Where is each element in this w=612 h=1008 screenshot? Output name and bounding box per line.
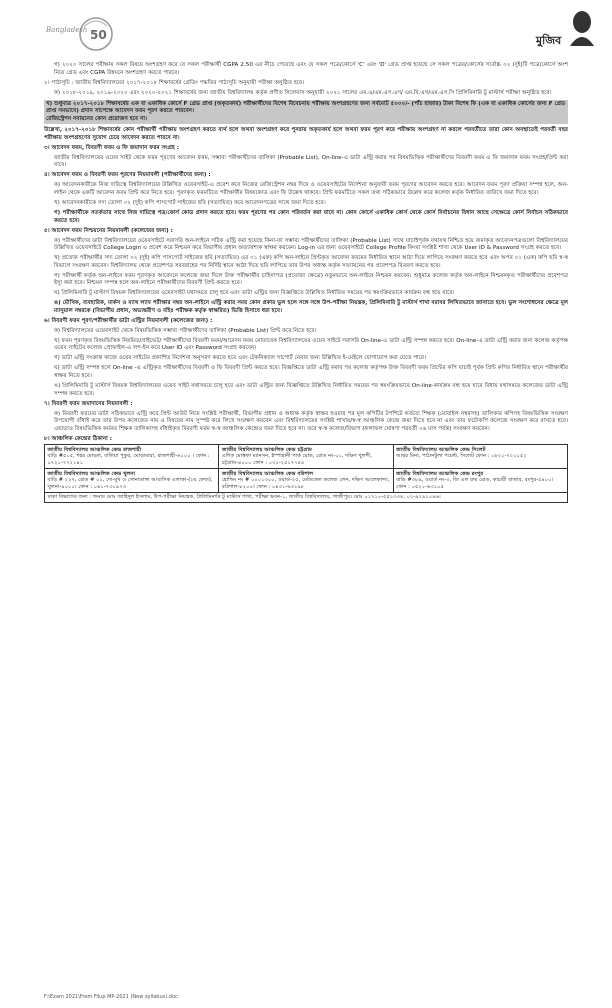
section-para: ক) বিবরণী ফরমের ডাটা সঠিকভাবে এন্ট্রি করে প্রিন্ট আউট নিয়ে সংশ্লিষ্ট পরীক্ষার্থী, বিভাগীয় প্রধান ও অধ্যক্ষ কর্তৃক স্বাক্ষর হওয়ার পর মূল কপিটির টপশিটে কর্তব্যে শিক্ষক (মোবাইল নম্বরসহ) তালিকার কপিসহ বিষয়ভিত্তিক সংরক্ষণ উপযোগী বাঁধাই করে তার উপর কলেজের নাম ও বিষয়ের নাম সুস্পষ্ট করে লিখে সংরক্ষণ করবেন এবং বিশ্ববিদ্যালয়ের সংশ্লিষ্ট শাখায়/স্ব-স্ব আঞ্চলিক কেন্দ্রে জমা দিতে হবে না এবং তার ফটোকপি কলেজে সংরক্ষণ করে রাখতে হবে। এছাড়াও বিষয়ভিত্তিক কর্মরত শিক্ষক তালিকাসহ বাঁধাইকৃত বিবরণী ফরম স্ব-স্ব আঞ্চলিক কেন্দ্রেও জমা দিতে হবে না। তবে স্ব-স্ব কলেজ/বিভাগ (ফলাফল ঘোষণা পরবর্তী ০৬ মাস পর্যন্ত) সংরক্ষণ করবেন।	[54, 410, 568, 432]
section-4	[44, 172, 568, 225]
office-name: জাতীয় বিশ্ববিদ্যালয় আঞ্চলিক কেন্দ্র সিলেট	[396, 446, 486, 453]
section-6	[44, 318, 568, 398]
table-row	[45, 445, 568, 469]
section-para: ঘ) প্রিলিমিনারি টু মাস্টার্স বিষয়ক বিশ্ববিদ্যালয়ের ওয়েবসাইট যথাসময়ে চালু হবে এবং ডাটা এন্ট্রির জন্য বিজ্ঞপ্তিতে উল্লিখিত নির্ধারিত সময়ের পর স্বয়ংক্রিয়ভাবে কার্যক্রম বন্ধ হয়ে যাবে।	[54, 290, 455, 297]
section-title: ৫। আবেদন ফরম নিশ্চয়নের নিয়মাবলী (কলেজের জন্য) :	[44, 227, 173, 234]
logo-text: Bangladesh	[46, 26, 88, 34]
section-5	[44, 228, 568, 316]
mujib-portrait-logo-icon	[532, 4, 600, 56]
section-para: ঙ) মৌখিক, ব্যবহারিক, মার্কস ও ম্যাথ ল্যাব পরীক্ষার নম্বর অন-লাইনে এন্ট্রি করার সময় কোন প্রকার ভুল হলে সঙ্গে সঙ্গে উপ-পরীক্ষা নিয়ন্ত্রক, প্রিলিমিনারি টু মাস্টার্স শাখা বরাবর লিখিতভাবে জানাতে হবে। ভুল সংশোধনের ক্ষেত্রে মূল ম্যানুয়াল নম্বরকে (বিভাগীয় প্রধান, অভ্যন্তরীণ ও বহিঃ পরীক্ষক কর্তৃক স্বাক্ষরিত) ভিত্তি হিসাবে ধরা হবে।	[54, 300, 568, 314]
section-title: ৭। বিবরণী ফরম জমাদানের নিয়মাবলী :	[44, 400, 133, 407]
section-para: ক) আবেদনকারীকে নিজ দায়িত্বে বিশ্ববিদ্যালয়ের উল্লিখিত ওয়েবসাইট-এ প্রবেশ করে নিজের রেজিস্ট্রেশন নম্বর দিয়ে ও ওয়েবসাইটের নির্দেশনা অনুযায়ী ফরম পূরণের আবেদন করতে হবে। আবেদন ফরম পূরণ প্রক্রিয়া সম্পন্ন হলে, অন-লাইন থেকে একটি আবেদন ফরম প্রিন্ট করে নিতে হবে। পূরণকৃত ফরমটিতে পরীক্ষার্থীর বিষয়কোড এবং ফি উল্লেখ থাকবে। প্রিন্ট ফরমটিতে সকল তথ্য সঠিকভাবে উল্লেখ করে কলেজ কর্তৃক নির্ধারিত তারিখে জমা দিতে হবে।	[54, 182, 568, 197]
document-header	[0, 0, 612, 62]
office-address: আম্বর মিনা, পাঠানটুলা পয়েন্ট, সিলেট ফোন : ০৮২১-৭২০১৫২	[396, 453, 527, 460]
office-name: জাতীয় বিশ্ববিদ্যালয় আঞ্চলিক কেন্দ্র চট্টগ্রাম	[221, 446, 312, 453]
office-address: বাড়ি #৩৮৯, ওয়ার্ড নং-৩, জি এল রায় রোড, কাচারী বাজার, রংপুর-৫৪০০। ফোন : ০৫২১-৬৩১০৫	[396, 477, 554, 490]
section-para: গ) পরীক্ষার্থী কর্তৃক অন-লাইনে ফরম পূরণকৃত আবেদনে কলেজে জমা দিলে উক্ত পরীক্ষার্থীর চাহিদাপত্র (প্রযোজ্য ক্ষেত্রে) নতুনভাবে অন-লাইনে নিশ্চয়ন করবেন। শুধুমাত্র কলেজ কর্তৃক অন-লাইনে নিশ্চয়নকৃত পরীক্ষার্থীদের প্রবেশপত্র ইস্যু করা হবে। নিশ্চয়ন সম্পন্ন হলে অন-লাইনে পরীক্ষার্থীদের বিবরণী প্রিন্ট করতে হবে।	[54, 272, 568, 287]
mujib-year-logo-icon	[40, 2, 118, 54]
office-cell	[219, 469, 393, 493]
table-row	[45, 469, 568, 493]
document-body	[44, 62, 568, 503]
section-7	[44, 401, 568, 434]
office-address: বাড়ি # ২২৭, রোড # ০১, দো-মুখ ও সোনাডাঙ্গা আবাসিক এলাকা-(২য় ফেজ), খুলনা-৯০০০। ফোন : ০৪১-৭৩০৯৭৩	[47, 477, 213, 490]
syllabus-heading: ২। পাঠ্যসূচি : জাতীয় বিশ্ববিদ্যালয়ের ২০১৭-২০১৮ শিক্ষাবর্ষের গ্রেডিং পদ্ধতির পাঠ্যসূচি অনুযায়ী পরীক্ষা অনুষ্ঠিত হবে।	[44, 79, 305, 86]
section-para: ঙ) প্রিলিমিনারি টু মাস্টার্স বিষয়ক বিশ্ববিদ্যালয়ের ওয়েব সাইট যথাসময়ে চালু হবে এবং ডাটা এন্ট্রির জন্য বিজ্ঞপ্তিতে উল্লিখিত নির্ধারিত সময়ের পর স্বয়ংক্রিয়ভাবে On-line-কার্যক্রম বন্ধ হয়ে যাবে বিধায় যথাসময়ে কলেজের ডাটা এন্ট্রি সম্পন্ন করতে হবে।	[54, 382, 568, 397]
file-path: F:\Exam 2021\From Filup MP-2021 (New syllabus).doc	[44, 994, 178, 1000]
section-title: ৬। বিবরণী ফরম পূরণ/পরীক্ষার্থীর ডাটা এন্ট্রির নিয়মাবলী (কলেজের জন্য) :	[44, 317, 213, 324]
office-name: জাতীয় বিশ্ববিদ্যালয় আঞ্চলিক কেন্দ্র খুলনা	[47, 470, 136, 477]
section-title: ৩। আবেদন ফরম, বিবরণী ফরম ও ফি জমাদান ফরম সংগ্রহ :	[44, 144, 180, 151]
logo-signature: মুজিব	[536, 34, 562, 47]
office-cell	[45, 445, 219, 469]
office-address: হোল্ডিং নং # ০০০১৩০০, ওয়ার্ড-২৫, মেডিকেল কলেজ লেন, দক্ষিণ আলেকান্দা, বরিশাল-৮২০০। ফোন : ০৪৩১-৬৩১৯৮	[221, 477, 390, 490]
dhaka-contact-cell	[45, 492, 568, 503]
table-row	[45, 492, 568, 503]
regional-offices-title: ৮। আঞ্চলিক কেন্দ্রের ঠিকানা :	[44, 435, 112, 442]
registration-note: রেজিস্ট্রেশন নবায়নের কোন প্রয়োজন হবে না।	[46, 115, 147, 122]
rule-2020-cgpa: গ) ২০২০ সালের পরীক্ষায় সকল বিষয়ে অংশগ্রহণ করে যে সকল পরীক্ষার্থী CGPA 2.50 এর নীচে পেয়েছে এবং যে সকল পত্রে/কোর্সে 'C' এবং 'D' গ্রেড প্রাপ্ত হয়েছে সে সকল পত্রের/কোর্সের সর্বোচ্চ ০২ (দুই)টি পত্রে/কোর্সে অংশ নিয়ে গ্রেড এবং CGPA উন্নয়নে অংশগ্রহণ করতে পারবে।	[54, 62, 568, 76]
section-para: জাতীয় বিশ্ববিদ্যালয়ের ওয়েব সাইট থেকে ফরম পূরণের আবেদন ফরম, সম্ভাব্য পরীক্ষার্থীদের তালিকা (Probable List), On-line-এ ডাটা এন্ট্রি করার পর বিষয়ভিত্তিক পরীক্ষার্থীদের বিবরণী ফরম ও ফি জমাদান ফরম সংগ্রহ/প্রিন্ট করা যাবে।	[54, 154, 568, 169]
logo-number: 50	[90, 28, 107, 42]
office-name: জাতীয় বিশ্ববিদ্যালয় আঞ্চলিক কেন্দ্র বরিশাল	[221, 470, 314, 477]
office-address: বাড়ি #৫০৫, শহর মোড়ল, বালিয়া পুকুর, ঘোড়ামারা, রাজশাহী-৬১০০ । ফোন : ০৭২১-৭৭২১৪১	[47, 453, 210, 466]
dhaka-contact: ঢাকা বিভাগের জন্য : জনাব মোঃ জাহিদুল ইসলাম, উপ-পরীক্ষা নিয়ন্ত্রক, প্রিলিমিনারি টু মাস্টার্স শাখা, পরীক্ষা ভবন-১, জাতীয় বিশ্ববিদ্যালয়, গাজীপুর। মোঃ ০১৭১০-৫৫২৩৩৪, ০২-৯২৯১০৯৬।	[47, 494, 441, 501]
office-name: জাতীয় বিশ্ববিদ্যালয় আঞ্চলিক কেন্দ্র রাজশাহী	[47, 446, 141, 453]
office-cell	[219, 445, 393, 469]
section-3	[44, 145, 568, 170]
section-para: ক) বিশ্ববিদ্যালয়ের ওয়েবসাইট থেকে বিষয়ভিত্তিক সম্ভাব্য পরীক্ষার্থীদের তালিকা (Probable List) প্রিন্ট করে নিতে হবে।	[54, 327, 317, 334]
special-fee-text: খ) শুধুমাত্র ২০১৭-২০১৮ শিক্ষাবর্ষের এক বা একাধিক কোর্সে F গ্রেড প্রাপ্ত (অকৃতকার্য) পরীক্ষার্থীদের বিশেষ বিবেচনায় পরীক্ষায় অংশগ্রহণের জন্য সর্বমোট ৫০০০/- (পাঁচ হাজার) টাকা বিশেষ ফি (এক বা একাধিক কোর্সের জন্য F গ্রেড প্রাপ্ত সমভাবে) প্রদান সাপেক্ষে আবেদন ফরম পূরণ করতে পারবেন।	[46, 100, 566, 115]
office-cell	[393, 445, 567, 469]
syllabus-rule-a: ক) ২০১৮-২০১৯, ২০১৯-২০২০ এবং ২০২০-২০২১ শিক্ষাবর্ষের জন্য জাতীয় বিশ্ববিদ্যালয় কর্তৃক প্রণীত সিলেবাস অনুযায়ী ২০২১ সালের এম.এ/এম.এস.এস/ এম.বি.এস/এম.এস.সি প্রিলিমিনারি টু মাস্টার্স পরীক্ষা অনুষ্ঠিত হবে।	[54, 89, 552, 96]
section-para: গ) ডাটা এন্ট্রি সংক্রান্ত কাজে ওয়েব সাইটের প্রকাশিত নির্দেশনা অনুসরণ করতে হবে এবং টেকনিক্যাল সাপোর্ট নেয়ার জন্য উল্লিখিত ই-মেইলে যোগাযোগ করা যেতে পারে।	[54, 355, 427, 362]
section-para: খ) প্রত্যেক পরীক্ষার্থীর সদ্য তোলা ০২ (দুই) কপি পাসপোর্ট সাইজের ছবি (সত্যায়িত) এর ০১ (এক) কপি অন-লাইনে প্রিন্টকৃত আবেদন ফরমের নির্ধারিত স্থানে আঠা দিয়ে লাগিয়ে সংরক্ষণ করতে হবে এবং অপর ০১ (এক) কপি ছবি স্ব-স্ব বিভাগে সংরক্ষণ করবেন। বিশ্ববিদ্যালয় থেকে প্রবেশপত্র সরবরাহের পর নির্দিষ্ট স্থানে আঠা দিয়ে ছবি লাগিয়ে তার উপর অধ্যক্ষ কর্তৃক সত্যায়নের পর প্রবেশপত্র বিতরণ করতে হবে।	[54, 255, 568, 269]
regional-offices-table	[44, 444, 568, 503]
office-cell	[393, 469, 567, 493]
special-fee-highlight	[44, 100, 568, 125]
section-title: ৪। আবেদন ফরম ও বিবরণী ফরম পূরণের নিয়মাবলী (পরীক্ষার্থীদের জন্য) :	[44, 172, 211, 179]
section-para: ঘ) ডাটা এন্ট্রি সম্পন্ন হলে On-line -এ এন্ট্রিকৃত পরীক্ষার্থীদের বিবরণী ও ফি বিবরণী প্রিন্ট করতে হবে। বিজ্ঞপ্তিতে ডাটা এন্ট্রি করার পর কলেজ কর্তৃপক্ষ উক্ত বিবরণী ফরম প্রিন্টের কপি যাচাই পূর্বক প্রিন্ট কপির নির্ধারিত স্থানে পরীক্ষার্থীর স্বাক্ষর নিতে হবে।	[54, 365, 568, 379]
section-para: গ) পরীক্ষার্থীকে সতর্কতার সাথে নিজ দায়িত্বে পত্র/কোর্স কোড প্রদান করতে হবে। ফরম পূরণের পর কোন পরিবর্তন করা যাবে না। কোন কোর্সে একাধিক কোর্স থেকে কোর্স নির্বাচনের বিধান আছে সেক্ষেত্রে কোর্স নির্বাচন সঠিকভাবে করতে হবে।	[54, 210, 568, 224]
failure-note: উল্লেখ্য, ২০১৭-২০১৮ শিক্ষাবর্ষের কোন পরীক্ষার্থী পরীক্ষায় অংশগ্রহণ করতে ব্যর্থ হলে অথবা অংশগ্রহণ করে পুনরায় অকৃতকার্য হলে অথবা ফরম পূরণ করে পরীক্ষায় অংশগ্রহণ না করলে পরবর্তীতে তারা কোন অবস্থাতেই পরবর্তী বছর পরীক্ষায় অংশগ্রহণের সুযোগ চেয়ে আবেদন করতে পারবে না।	[44, 127, 568, 141]
section-para: খ) আবেদনকারীকে সদ্য তোলা ০২ (দুই) কপি পাসপোর্ট সাইজের ছবি (সত্যায়িত) করে আবেদনপত্রের সাথে জমা দিতে হবে।	[54, 200, 326, 207]
office-address: এশিক মোস্তফা ম্যানসন, ইস্পাহানী পার্ক রোড, রোড নং-০১, দক্ষিণ খুলশী, চট্টগ্রাম-৪০০০ ফোন : ০৩১-২৫১৭৭৫৪	[221, 453, 372, 466]
office-cell	[45, 469, 219, 493]
office-name: জাতীয় বিশ্ববিদ্যালয় আঞ্চলিক কেন্দ্র রংপুর	[396, 470, 484, 477]
section-para: খ) ফরম পূরণকৃত বিষয়ভিত্তিক নিয়মিত/প্রাইভেট/ পরীক্ষার্থীদের বিবরণী ফরম/আবেদন ফরম মোতাবেক বিশ্ববিদ্যালয়ের ওয়েব সাইটে সরাসরি On-line-এ ডাটা এন্ট্রি সম্পন্ন করতে হবে। On-line-এ ডাটা এন্ট্রি করার জন্য কলেজ কর্তৃপক্ষ ওয়েব সাইটের কলেজ প্রোফাইল-এ লগ-ইন করে User ID এবং Password সংগ্রহ করবেন।	[54, 337, 568, 352]
section-para: ক) পরীক্ষার্থীদের ডাটা বিশ্ববিদ্যালয়ের ওয়েবসাইটে সরাসরি অন-লাইনে সঠিক এন্ট্রি করা হয়েছে কিনা-তা সম্ভাব্য পরীক্ষার্থীদের তালিকা (Probable List) সাথে যাচাইপূর্বক যথাযথ নিশ্চিত হয়ে জমাকৃত আবেদনপত্রগুলো বিশ্ববিদ্যালয়ের উল্লিখিত ওয়েবসাইটে College Login এ প্রবেশ করে নিশ্চয়ন করে বিভাগীয় প্রধান অত্যাবশ্যক স্বাক্ষর করবেন। Log-in এর জন্য ওয়েবসাইটে College Profile কিংবা সংশ্লিষ্ট শাখা থেকে User ID & Password সংগ্রহ করতে হবে।	[54, 237, 568, 252]
